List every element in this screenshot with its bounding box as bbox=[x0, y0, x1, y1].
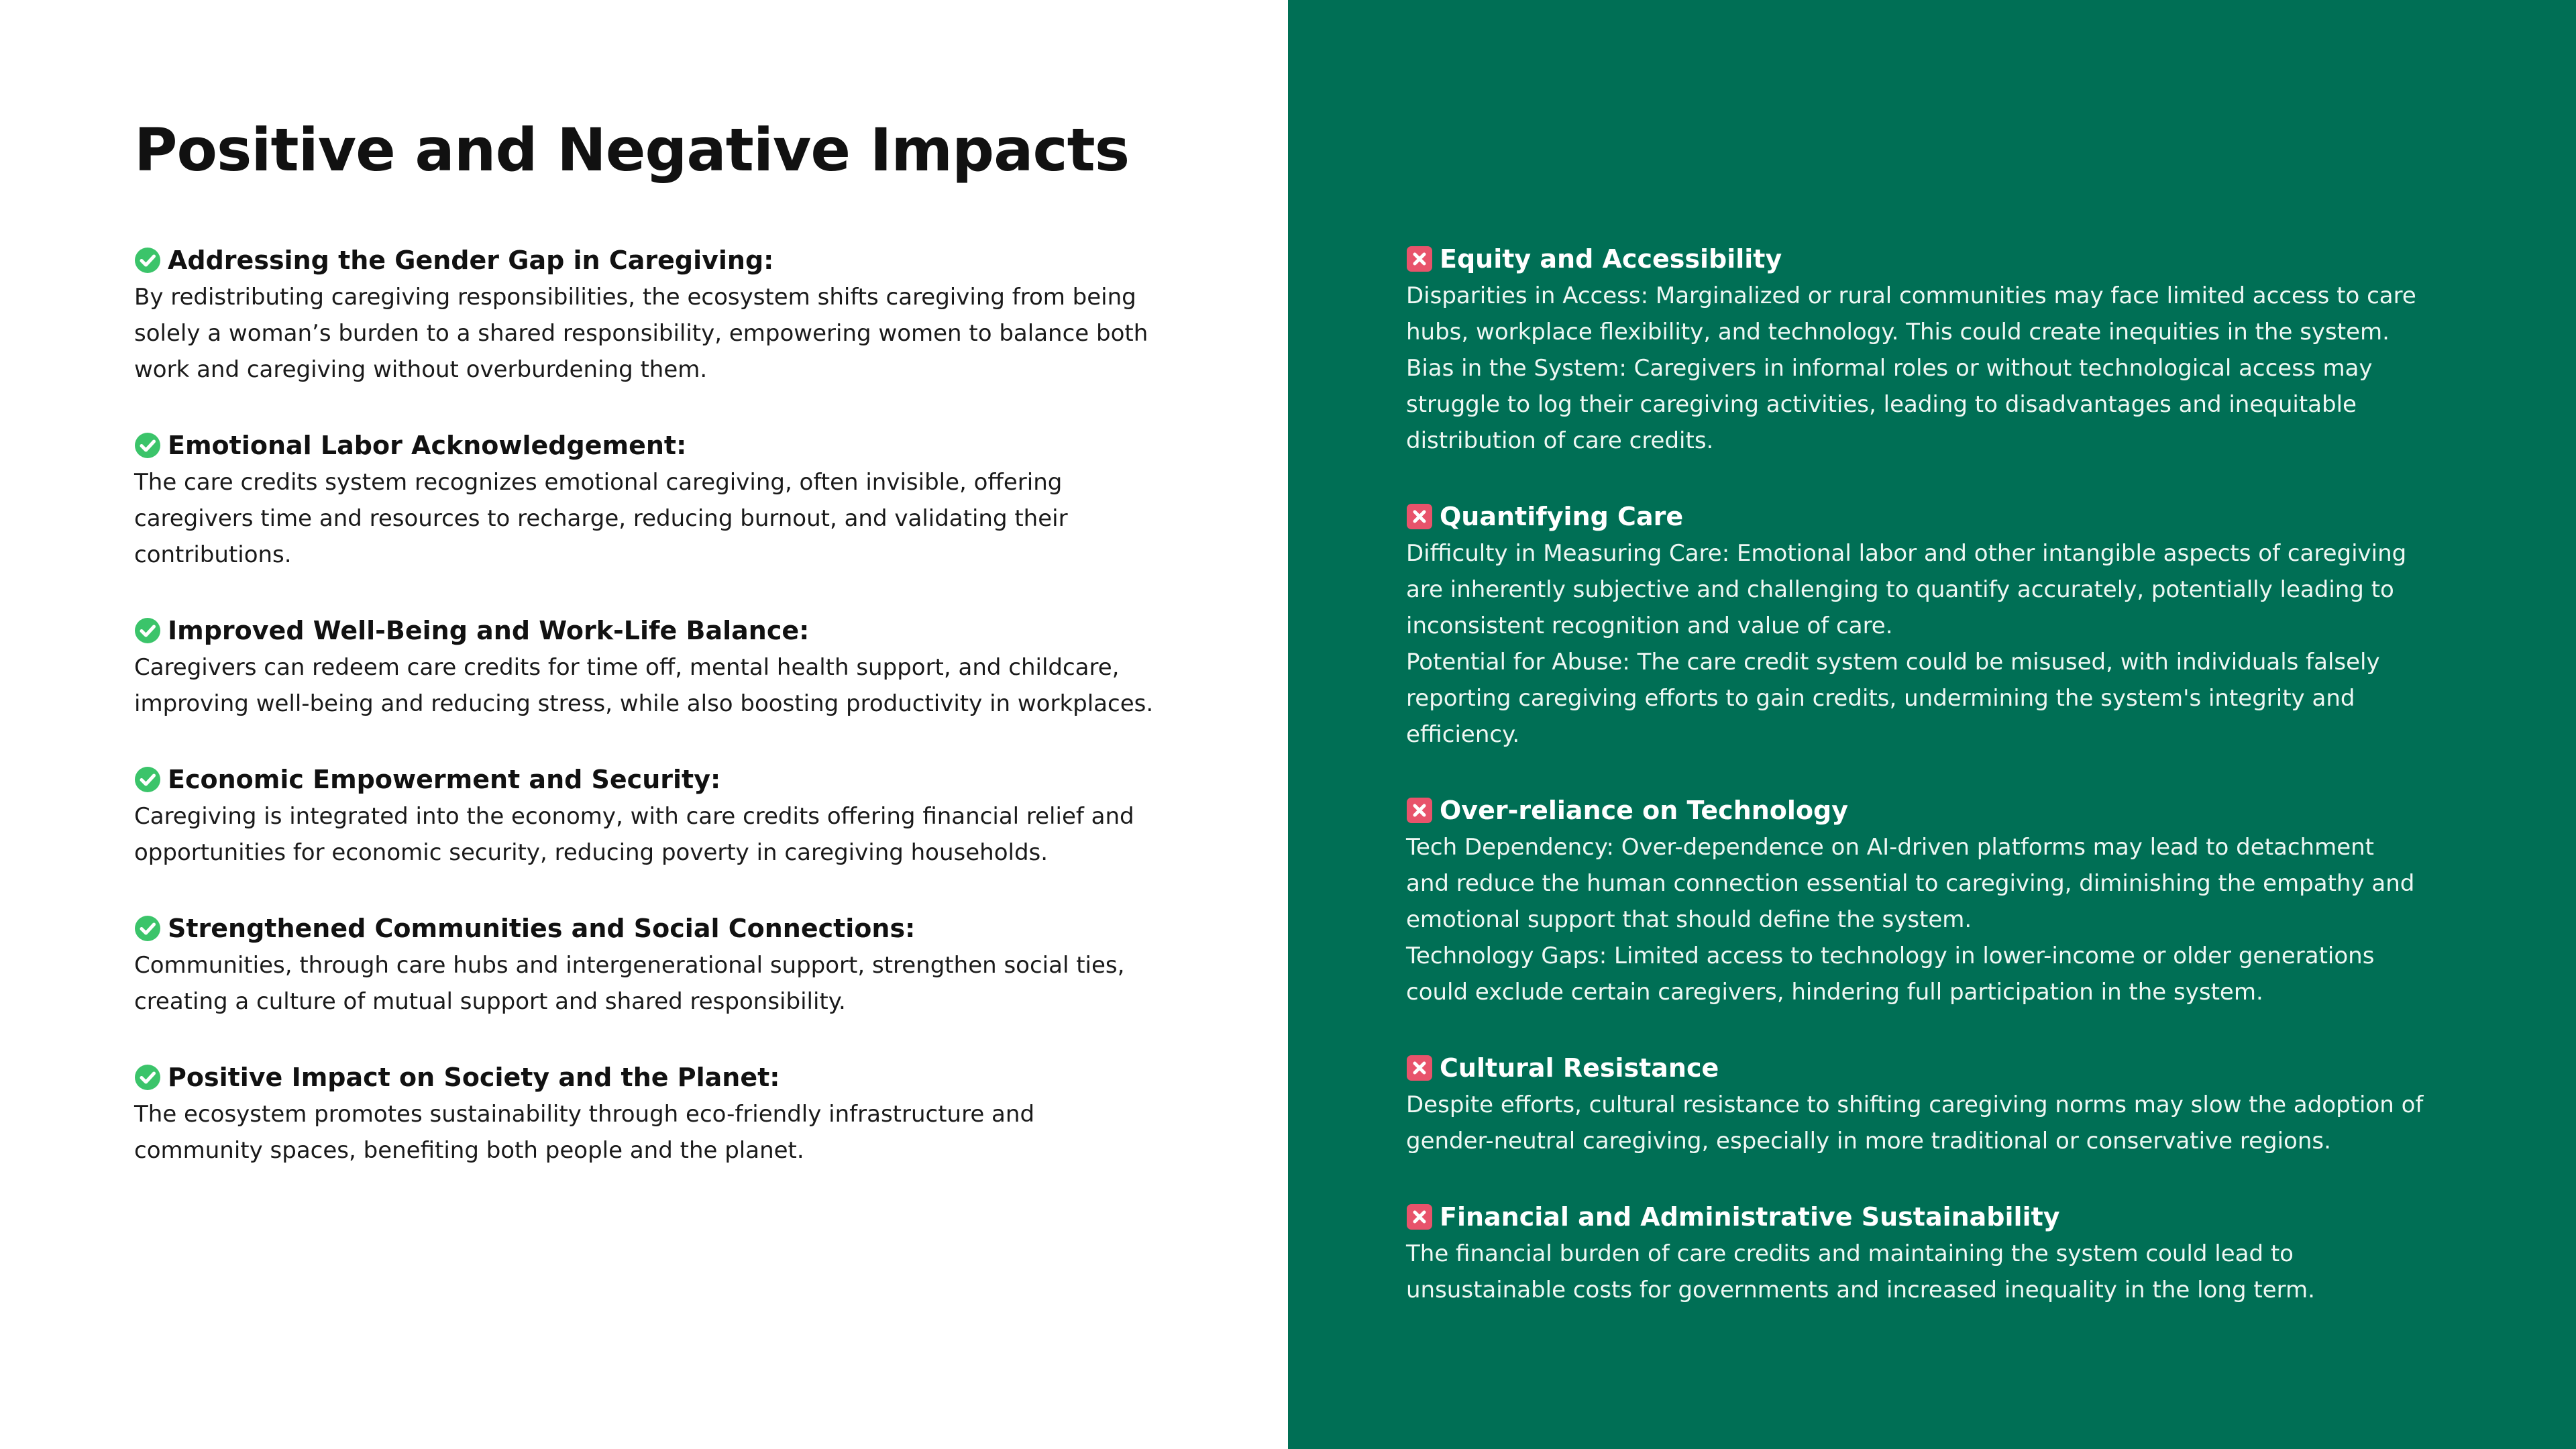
body-line: hubs, workplace flexibility, and technology. This could create inequities in the system. bbox=[1406, 319, 2390, 345]
body-line: efficiency. bbox=[1406, 721, 1520, 748]
body-line: gender-neutral caregiving, especially in more traditional or conservative regions. bbox=[1406, 1128, 2331, 1155]
cross-square-icon bbox=[1406, 503, 1433, 530]
negative-item bbox=[1406, 1049, 2453, 1159]
check-circle-icon bbox=[134, 766, 161, 793]
body-line: The care credits system recognizes emotional caregiving, often invisible, offering bbox=[134, 469, 1063, 496]
positive-item bbox=[134, 612, 1181, 722]
check-circle-icon bbox=[134, 1064, 161, 1091]
negative-item-body bbox=[1406, 1087, 2453, 1159]
positive-item-heading: Economic Empowerment and Security: bbox=[168, 765, 721, 794]
negative-item-heading: Equity and Accessibility bbox=[1440, 244, 1782, 274]
cross-square-icon bbox=[1406, 1055, 1433, 1081]
body-line: caregivers time and resources to recharge, reducing burnout, and validating their bbox=[134, 505, 1068, 532]
body-line: Tech Dependency: Over-dependence on AI-driven platforms may lead to detachment bbox=[1406, 834, 2374, 861]
body-line: By redistributing caregiving responsibilities, the ecosystem shifts caregiving from being bbox=[134, 284, 1136, 311]
positive-item bbox=[134, 910, 1181, 1020]
positive-item-heading: Strengthened Communities and Social Connections: bbox=[168, 914, 916, 943]
positive-item-heading: Improved Well-Being and Work-Life Balance: bbox=[168, 616, 810, 645]
page-title: Positive and Negative Impacts bbox=[134, 115, 1130, 184]
body-line: The ecosystem promotes sustainability through eco-friendly infrastructure and bbox=[134, 1101, 1035, 1128]
negative-item-body bbox=[1406, 1236, 2453, 1308]
body-line: Disparities in Access: Marginalized or rural communities may face limited access to care bbox=[1406, 282, 2416, 309]
positive-item-body bbox=[134, 649, 1181, 722]
body-line: and reduce the human connection essential to caregiving, diminishing the empathy and bbox=[1406, 870, 2415, 897]
positive-item-body bbox=[134, 798, 1181, 871]
check-circle-icon bbox=[134, 617, 161, 644]
body-line: Technology Gaps: Limited access to technology in lower-income or older generations bbox=[1406, 943, 2375, 969]
positive-item-heading: Emotional Labor Acknowledgement: bbox=[168, 431, 687, 460]
positive-item-body bbox=[134, 947, 1181, 1020]
body-line: emotional support that should define the system. bbox=[1406, 906, 1972, 933]
body-line: are inherently subjective and challenging to quantify accurately, potentially leading to bbox=[1406, 576, 2394, 603]
negative-item-body bbox=[1406, 535, 2453, 753]
body-line: inconsistent recognition and value of care. bbox=[1406, 612, 1893, 639]
negative-item-heading: Cultural Resistance bbox=[1440, 1053, 1719, 1083]
cross-square-icon bbox=[1406, 1203, 1433, 1230]
negative-item bbox=[1406, 498, 2453, 753]
body-line: The financial burden of care credits and maintaining the system could lead to bbox=[1406, 1240, 2294, 1267]
positive-item bbox=[134, 1059, 1181, 1169]
body-line: contributions. bbox=[134, 541, 292, 568]
negative-item-heading: Quantifying Care bbox=[1440, 502, 1684, 531]
body-line: distribution of care credits. bbox=[1406, 427, 1714, 454]
body-line: creating a culture of mutual support and shared responsibility. bbox=[134, 988, 846, 1015]
negative-item bbox=[1406, 1198, 2453, 1308]
body-line: improving well-being and reducing stress, while also boosting productivity in workplaces. bbox=[134, 690, 1154, 717]
body-line: opportunities for economic security, reducing poverty in caregiving households. bbox=[134, 839, 1049, 866]
positive-item-heading: Addressing the Gender Gap in Caregiving: bbox=[168, 246, 774, 275]
check-circle-icon bbox=[134, 432, 161, 459]
check-circle-icon bbox=[134, 247, 161, 274]
body-line: work and caregiving without overburdening them. bbox=[134, 356, 708, 383]
negative-item bbox=[1406, 240, 2453, 459]
body-line: community spaces, benefiting both people and the planet. bbox=[134, 1137, 804, 1164]
positive-item-heading: Positive Impact on Society and the Planet: bbox=[168, 1063, 780, 1092]
negative-item-body bbox=[1406, 278, 2453, 459]
positive-item-body bbox=[134, 464, 1181, 573]
cross-square-icon bbox=[1406, 797, 1433, 824]
negative-item-heading: Financial and Administrative Sustainability bbox=[1440, 1202, 2060, 1232]
body-line: Potential for Abuse: The care credit system could be misused, with individuals falsely bbox=[1406, 649, 2380, 676]
positive-item bbox=[134, 427, 1181, 573]
negative-item-body bbox=[1406, 829, 2453, 1010]
body-line: could exclude certain caregivers, hindering full participation in the system. bbox=[1406, 979, 2263, 1006]
positive-item bbox=[134, 241, 1181, 388]
check-circle-icon bbox=[134, 915, 161, 942]
body-line: unsustainable costs for governments and increased inequality in the long term. bbox=[1406, 1277, 2315, 1303]
body-line: solely a woman’s burden to a shared responsibility, empowering women to balance both bbox=[134, 320, 1148, 347]
positive-item-body bbox=[134, 1096, 1181, 1169]
body-line: Caregiving is integrated into the economy, with care credits offering financial relief and bbox=[134, 803, 1134, 830]
negative-item bbox=[1406, 792, 2453, 1010]
negative-item-heading: Over-reliance on Technology bbox=[1440, 796, 1849, 825]
body-line: Communities, through care hubs and intergenerational support, strengthen social ties, bbox=[134, 952, 1125, 979]
body-line: struggle to log their caregiving activities, leading to disadvantages and inequitable bbox=[1406, 391, 2357, 418]
positive-item-body bbox=[134, 279, 1181, 388]
cross-square-icon bbox=[1406, 246, 1433, 272]
body-line: Bias in the System: Caregivers in informal roles or without technological access may bbox=[1406, 355, 2373, 382]
body-line: Caregivers can redeem care credits for time off, mental health support, and childcare, bbox=[134, 654, 1120, 681]
body-line: reporting caregiving efforts to gain credits, undermining the system's integrity and bbox=[1406, 685, 2355, 712]
positive-item bbox=[134, 761, 1181, 871]
body-line: Difficulty in Measuring Care: Emotional labor and other intangible aspects of caregiving bbox=[1406, 540, 2407, 567]
body-line: Despite efforts, cultural resistance to shifting caregiving norms may slow the adoption of bbox=[1406, 1091, 2424, 1118]
